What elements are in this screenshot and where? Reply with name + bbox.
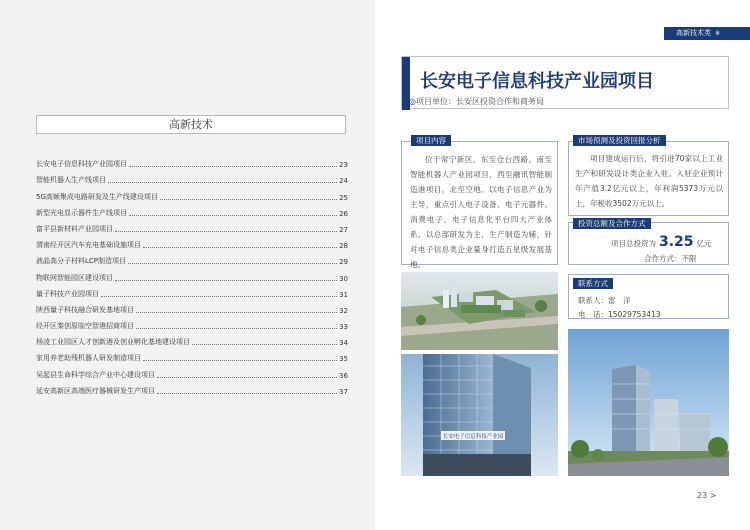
market-forecast-text: 项目建成运行后，将引进70家以上工业生产和研发设计类企业入驻。入驻企业预计年产值3.2亿元以上，年利润5373万元以上，年税收3502万元以上。 <box>575 154 723 208</box>
toc-leader-dots <box>129 166 337 167</box>
investment-line <box>611 234 712 250</box>
toc-item[interactable] <box>36 380 348 396</box>
toc-item[interactable] <box>36 331 348 347</box>
toc-leader-dots <box>192 344 337 345</box>
toc-item-title: 渭南经开区汽车充电基础设施项目 <box>36 241 141 250</box>
toc-item-title: 杨凌工业园区人才创新港及创业孵化基地建设项目 <box>36 338 190 347</box>
office-tower-image <box>401 354 558 476</box>
market-forecast-box <box>568 141 729 216</box>
page-title: 长安电子信息科技产业园项目 <box>420 71 654 92</box>
toc-item-title: 富平县新材料产业园项目 <box>36 224 113 233</box>
investment-prefix: 项目总投资为 <box>611 239 656 248</box>
toc-leader-dots <box>157 377 337 378</box>
toc-item-page: 33 <box>339 323 348 332</box>
aerial-rendering-image <box>401 272 558 350</box>
toc-item-page: 23 <box>339 161 348 170</box>
toc-item-title: 液晶高分子材料LCP制造项目 <box>36 257 127 266</box>
toc-item-title: 5G高频集成电路研发及生产线建设项目 <box>36 192 158 201</box>
toc-item-page: 35 <box>339 355 348 364</box>
toc-item-title: 吴起县生命科学综合产业中心建设项目 <box>36 370 155 379</box>
campus-street-image <box>568 329 729 476</box>
toc-item-title: 物联网智能园区建设项目 <box>36 273 113 282</box>
toc-item-title: 经开区秦创原临空智港招商项目 <box>36 322 134 331</box>
toc-item-page: 26 <box>339 209 348 218</box>
toc-item-title: 延安高新区高端医疗器械研发生产项目 <box>36 386 155 395</box>
toc-list <box>36 153 348 396</box>
toc-item-page: 37 <box>339 387 348 396</box>
toc-item-page: 28 <box>339 242 348 251</box>
toc-item-title: 长安电子信息科技产业园项目 <box>36 160 127 169</box>
toc-leader-dots <box>128 263 337 264</box>
running-head-label: 高新技术类 <box>676 29 711 37</box>
project-unit-text: 项目单位：长安区投资合作和商务局 <box>415 97 544 106</box>
toc-leader-dots <box>115 280 337 281</box>
toc-item-page: 29 <box>339 258 348 267</box>
toc-item-page: 30 <box>339 274 348 283</box>
toc-item[interactable] <box>36 347 348 363</box>
toc-item[interactable] <box>36 363 348 379</box>
toc-header: 高新技术 <box>36 115 346 134</box>
running-head-mark-icon: ※ <box>715 30 721 37</box>
running-head <box>664 27 750 40</box>
investment-unit: 亿元 <box>696 239 712 248</box>
toc-item-title: 陕西量子科技融合研发基地项目 <box>36 305 134 314</box>
contact-person: 联系人：雷 洋 <box>578 296 631 305</box>
toc-item[interactable] <box>36 299 348 315</box>
toc-item-page: 25 <box>339 193 348 202</box>
toc-leader-dots <box>129 215 337 216</box>
toc-item-title: 新型光电显示器件生产线项目 <box>36 208 127 217</box>
toc-leader-dots <box>143 247 337 248</box>
project-content-box <box>401 141 558 269</box>
section-label-investment: 投资总额及合作方式 <box>573 218 651 229</box>
section-label-content: 项目内容 <box>411 135 451 146</box>
toc-item-page: 32 <box>339 306 348 315</box>
toc-leader-dots <box>136 328 337 329</box>
project-content-text: 位于常宁新区，东至仓台西路，南至智能机器人产业园项目，西至融讯智能制造港项目，北至空地。以电子信息产业为主导，重点引入电子设备、电子元器件、消费电子、电子信息化平台四大产业体系。以总部研发为主，生产制造为辅，针对电子信息类企业量身打造五星级发展基地。 <box>410 155 552 269</box>
toc-item-page: 36 <box>339 371 348 380</box>
toc-item[interactable] <box>36 218 348 234</box>
toc-leader-dots <box>136 312 337 313</box>
toc-item[interactable] <box>36 250 348 266</box>
contact-phone: 电 话：15029753413 <box>578 310 661 319</box>
right-page-project <box>375 0 750 530</box>
toc-leader-dots <box>157 393 337 394</box>
building-sign-text: 长安电子信息科技产业园 <box>442 434 504 440</box>
toc-item[interactable] <box>36 315 348 331</box>
section-label-contact: 联系方式 <box>573 278 613 289</box>
toc-item[interactable] <box>36 283 348 299</box>
toc-item-page: 24 <box>339 177 348 186</box>
toc-item[interactable] <box>36 266 348 282</box>
toc-item-page: 27 <box>339 225 348 234</box>
toc-leader-dots <box>143 360 337 361</box>
toc-item[interactable] <box>36 169 348 185</box>
toc-item[interactable] <box>36 185 348 201</box>
toc-item[interactable] <box>36 153 348 169</box>
section-label-market: 市场预测及投资回报分析 <box>573 135 666 146</box>
page-number: 23 > <box>697 491 717 500</box>
toc-item-title: 智能机器人生产线项目 <box>36 176 106 185</box>
toc-item[interactable] <box>36 202 348 218</box>
toc-item[interactable] <box>36 234 348 250</box>
toc-leader-dots <box>108 182 337 183</box>
toc-leader-dots <box>115 231 337 232</box>
cooperation-mode: 合作方式：不限 <box>644 254 697 263</box>
toc-item-page: 31 <box>339 290 348 299</box>
circle-bullet-icon: ◎ <box>409 97 416 106</box>
toc-item-title: 量子科技产业园项目 <box>36 289 99 298</box>
toc-leader-dots <box>101 296 337 297</box>
toc-item-title: 家用养老助残机器人研发制造项目 <box>36 354 141 363</box>
investment-amount: 3.25 <box>659 234 694 250</box>
project-unit <box>409 96 544 107</box>
toc-item-page: 34 <box>339 339 348 348</box>
toc-leader-dots <box>160 199 337 200</box>
